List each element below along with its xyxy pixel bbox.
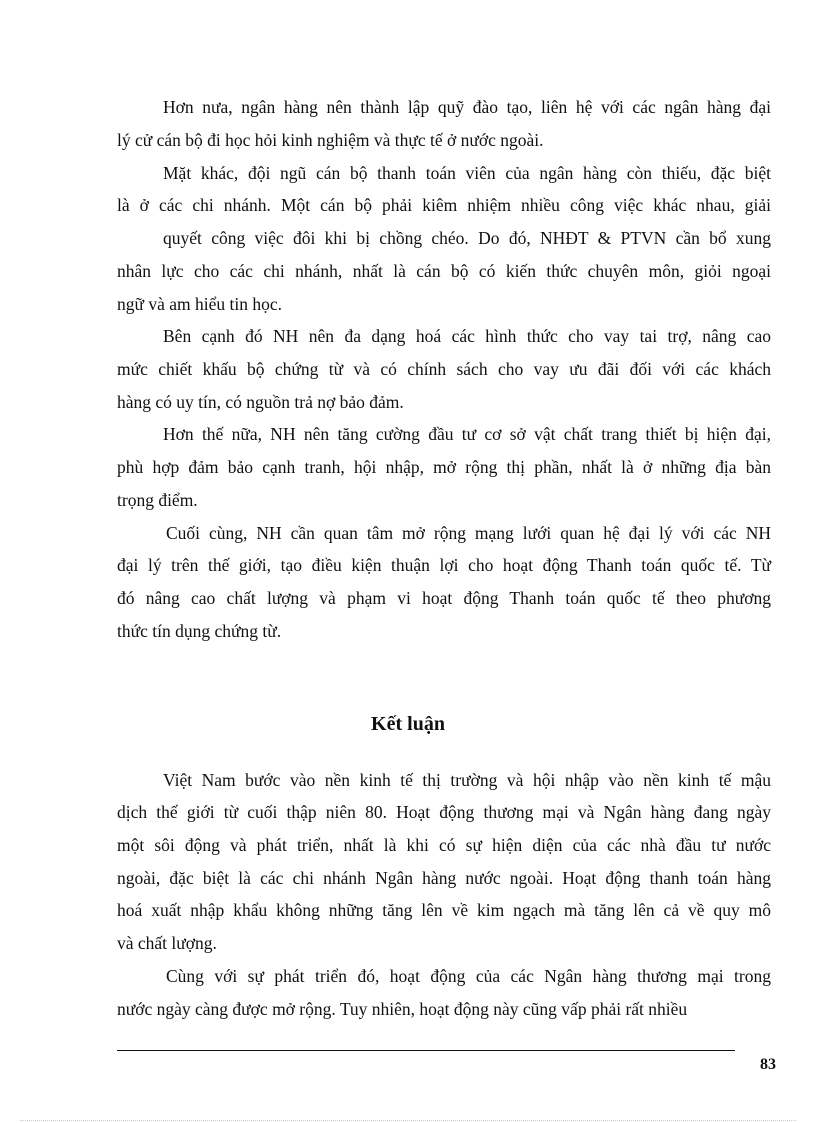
page-edge-divider — [20, 1120, 796, 1121]
text-line: hàng có uy tín, có nguồn trả nợ bảo đảm. — [117, 392, 404, 412]
text-line: đó nâng cao chất lượng và phạm vi hoạt động Thanh toán quốc tế theo phương — [117, 588, 771, 608]
text-line: hoá xuất nhập khẩu không những tăng lên về kim ngạch mà tăng lên cả về quy mô — [117, 900, 771, 920]
text-line: nước ngày càng được mở rộng. Tuy nhiên, hoạt động này cũng vấp phải rất nhiều — [117, 999, 688, 1019]
page-number: 83 — [760, 1056, 776, 1073]
text-line: ngoài, đặc biệt là các chi nhánh Ngân hàng nước ngoài. Hoạt động thanh toán hàng — [117, 868, 771, 888]
text-line: ngữ và am hiểu tin học. — [117, 294, 283, 314]
text-line: Hơn nưa, ngân hàng nên thành lập quỹ đào tạo, liên hệ với các ngân hàng đại — [163, 97, 771, 117]
text-line: nhân lực cho các chi nhánh, nhất là cán bộ có kiến thức chuyên môn, giỏi ngoại — [117, 261, 771, 281]
footer-rule — [117, 1050, 735, 1051]
text-line: dịch thế giới từ cuối thập niên 80. Hoạt động thương mại và Ngân hàng đang ngày — [117, 802, 771, 822]
text-line: đại lý trên thế giới, tạo điều kiện thuận lợi cho hoạt động Thanh toán quốc tế. Từ — [117, 555, 771, 575]
text-line: thức tín dụng chứng từ. — [117, 621, 282, 641]
text-line: quyết công việc đôi khi bị chồng chéo. Do đó, NHĐT & PTVN cần bổ xung — [163, 228, 771, 248]
text-line: phù hợp đảm bảo cạnh tranh, hội nhập, mở rộng thị phần, nhất là ở những địa bàn — [117, 457, 771, 477]
text-line: lý cử cán bộ đi học hỏi kinh nghiệm và thực tế ở nước ngoài. — [117, 130, 544, 150]
text-line: Cùng với sự phát triển đó, hoạt động của các Ngân hàng thương mại trong — [166, 966, 771, 986]
text-line: Mặt khác, đội ngũ cán bộ thanh toán viên của ngân hàng còn thiếu, đặc biệt — [163, 163, 771, 183]
section-heading: Kết luận — [371, 713, 445, 735]
text-line: trọng điểm. — [117, 490, 198, 510]
text-line: là ở các chi nhánh. Một cán bộ phải kiêm nhiệm nhiều công việc khác nhau, giải — [117, 195, 771, 215]
text-line: Bên cạnh đó NH nên đa dạng hoá các hình thức cho vay tai trợ, nâng cao — [163, 326, 771, 346]
text-line: một sôi động và phát triển, nhất là khi có sự hiện diện của các nhà đầu tư nước — [117, 835, 771, 855]
text-line: Hơn thế nữa, NH nên tăng cường đầu tư cơ sở vật chất trang thiết bị hiện đại, — [163, 424, 771, 444]
text-line: mức chiết khấu bộ chứng từ và có chính sách cho vay ưu đãi đối với các khách — [117, 359, 771, 379]
text-line: Việt Nam bước vào nền kinh tế thị trường và hội nhập vào nền kinh tế mậu — [163, 770, 771, 790]
text-line: Cuối cùng, NH cần quan tâm mở rộng mạng lưới quan hệ đại lý với các NH — [166, 523, 771, 543]
text-line: và chất lượng. — [117, 933, 217, 953]
